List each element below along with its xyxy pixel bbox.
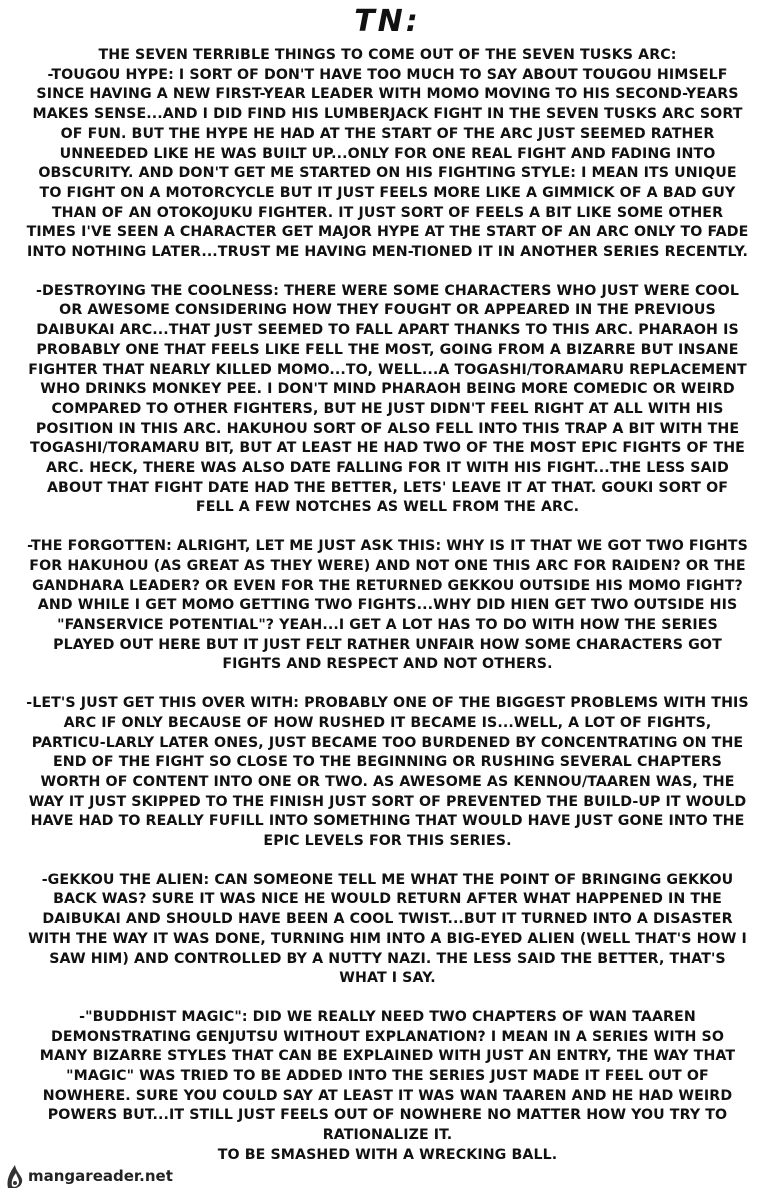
translator-notes-body: [26, 46, 749, 1166]
watermark-text: mangareader.net: [28, 1167, 173, 1185]
note-paragraph-rushed: -LET'S JUST GET THIS OVER WITH: PROBABLY ONE OF THE BIGGEST PROBLEMS WITH THIS ARC IF ONLY BECAUSE OF HOW RUSHED IT BECAME IS...WELL, A LOT OF FIGHTS, PARTICU-LARLY LATER ONES, JUST BECAME TOO BURDENED BY CONCENTRATING ON THE END OF THE FIGHT SO CLOSE TO THE BEGINNING OR RUSHING SEVERAL CHAPTERS WORTH OF CONTENT INTO ONE OR TWO. AS AWESOME AS KENNOU/TAAREN WAS, THE WAY IT JUST SKIPPED TO THE FINISH JUST SORT OF PREVENTED THE BUILD-UP IT WOULD HAVE HAD TO REALLY FUFILL INTO SOMETHING THAT WOULD HAVE JUST GONE INTO THE EPIC LEVELS FOR THIS SERIES.: [26, 695, 749, 850]
note-paragraph-intro-tougou: THE SEVEN TERRIBLE THINGS TO COME OUT OF THE SEVEN TUSKS ARC: -TOUGOU HYPE: I SORT OF DON'T HAVE TOO MUCH TO SAY ABOUT TOUGOU HIMSELF SINCE HAVING A NEW FIRST-YEAR LEADER WITH MOMO MOVING TO HIS SECOND-YEARS MAKES SENSE...AND I DID FIND HIS LUMBERJACK FIGHT IN THE SEVEN TUSKS ARC SORT OF FUN. BUT THE HYPE HE HAD AT THE START OF THE ARC JUST SEEMED RATHER UNNEEDED LIKE HE WAS BUILT UP...ONLY FOR ONE REAL FIGHT AND FADING INTO OBSCURITY. AND DON'T GET ME STARTED ON HIS FIGHTING STYLE: I MEAN ITS UNIQUE TO FIGHT ON A MOTORCYCLE BUT IT JUST FEELS MORE LIKE A GIMMICK OF A BAD GUY THAN OF AN OTOKOJUKU FIGHTER. IT JUST SORT OF FEELS A BIT LIKE SOME OTHER TIMES I'VE SEEN A CHARACTER GET MAJOR HYPE AT THE START OF AN ARC ONLY TO FADE INTO NOTHING LATER...TRUST ME HAVING MEN-TIONED IT IN ANOTHER SERIES RECENTLY.: [26, 47, 749, 261]
note-paragraph-coolness: -DESTROYING THE COOLNESS: THERE WERE SOME CHARACTERS WHO JUST WERE COOL OR AWESOME CONSIDERING HOW THEY FOUGHT OR APPEARED IN THE PREVIOUS DAIBUKAI ARC...THAT JUST SEEMED TO FALL APART THANKS TO THIS ARC. PHARAOH IS PROBABLY ONE THAT FEELS LIKE FELL THE MOST, GOING FROM A BIZARRE BUT INSANE FIGHTER THAT NEARLY KILLED MOMO...TO, WELL...A TOGASHI/TORAMARU REPLACEMENT WHO DRINKS MONKEY PEE. I DON'T MIND PHARAOH BEING MORE COMEDIC OR WEIRD COMPARED TO OTHER FIGHTERS, BUT HE JUST DIDN'T FEEL RIGHT AT ALL WITH HIS POSITION IN THIS ARC. HAKUHOU SORT OF ALSO FELL INTO THIS TRAP A BIT WITH THE TOGASHI/TORAMARU BIT, BUT AT LEAST HE HAD TWO OF THE MOST EPIC FIGHTS OF THE ARC. HECK, THERE WAS ALSO DATE FALLING FOR IT WITH HIS FIGHT...THE LESS SAID ABOUT THAT FIGHT DATE HAD THE BETTER, LETS' LEAVE IT AT THAT. GOUKI SORT OF FELL A FEW NOTCHES AS WELL FROM THE ARC.: [28, 282, 747, 516]
note-paragraph-magic: -"BUDDHIST MAGIC": DID WE REALLY NEED TWO CHAPTERS OF WAN TAAREN DEMONSTRATING GENJUTSU WITHOUT EXPLANATION? I MEAN IN A SERIES WITH SO MANY BIZARRE STYLES THAT CAN BE EXPLAINED WITH JUST AN ENTRY, THE WAY THAT "MAGIC" WAS TRIED TO BE ADDED INTO THE SERIES JUST MADE IT FEEL OUT OF NOWHERE. SURE YOU COULD SAY AT LEAST IT WAS WAN TAAREN AND HE HAD WEIRD POWERS BUT...IT STILL JUST FEELS OUT OF NOWHERE NO MATTER HOW YOU TRY TO RATIONALIZE IT. TO BE SMASHED WITH A WRECKING BALL.: [39, 1008, 736, 1163]
note-paragraph-gekkou: -GEKKOU THE ALIEN: CAN SOMEONE TELL ME WHAT THE POINT OF BRINGING GEKKOU BACK WAS? SURE IT WAS NICE HE WOULD RETURN AFTER WHAT HAPPENED IN THE DAIBUKAI AND SHOULD HAVE BEEN A COOL TWIST...BUT IT TURNED INTO A DISASTER WITH THE WAY IT WAS DONE, TURNING HIM INTO A BIG-EYED ALIEN (WELL THAT'S HOW I SAW HIM) AND CONTROLLED BY A NUTTY NAZI. THE LESS SAID THE BETTER, THAT'S WHAT I SAY.: [28, 871, 747, 987]
page-title: TN:: [354, 4, 421, 39]
watermark: [4, 1162, 173, 1190]
note-paragraph-forgotten: -THE FORGOTTEN: ALRIGHT, LET ME JUST ASK THIS: WHY IS IT THAT WE GOT TWO FIGHTS FOR HAKUHOU (AS GREAT AS THEY WERE) AND NOT ONE THIS ARC FOR RAIDEN? OR THE GANDHARA LEADER? OR EVEN FOR THE RETURNED GEKKOU OUTSIDE HIS MOMO FIGHT? AND WHILE I GET MOMO GETTING TWO FIGHTS...WHY DID HIEN GET TWO OUTSIDE HIS "FANSERVICE POTENTIAL"? YEAH...I GET A LOT HAS TO DO WITH HOW THE SERIES PLAYED OUT HERE BUT IT JUST FELT RATHER UNFAIR HOW SOME CHARACTERS GOT FIGHTS AND RESPECT AND NOT OTHERS.: [27, 538, 748, 673]
mangareader-logo-icon: [4, 1162, 26, 1190]
